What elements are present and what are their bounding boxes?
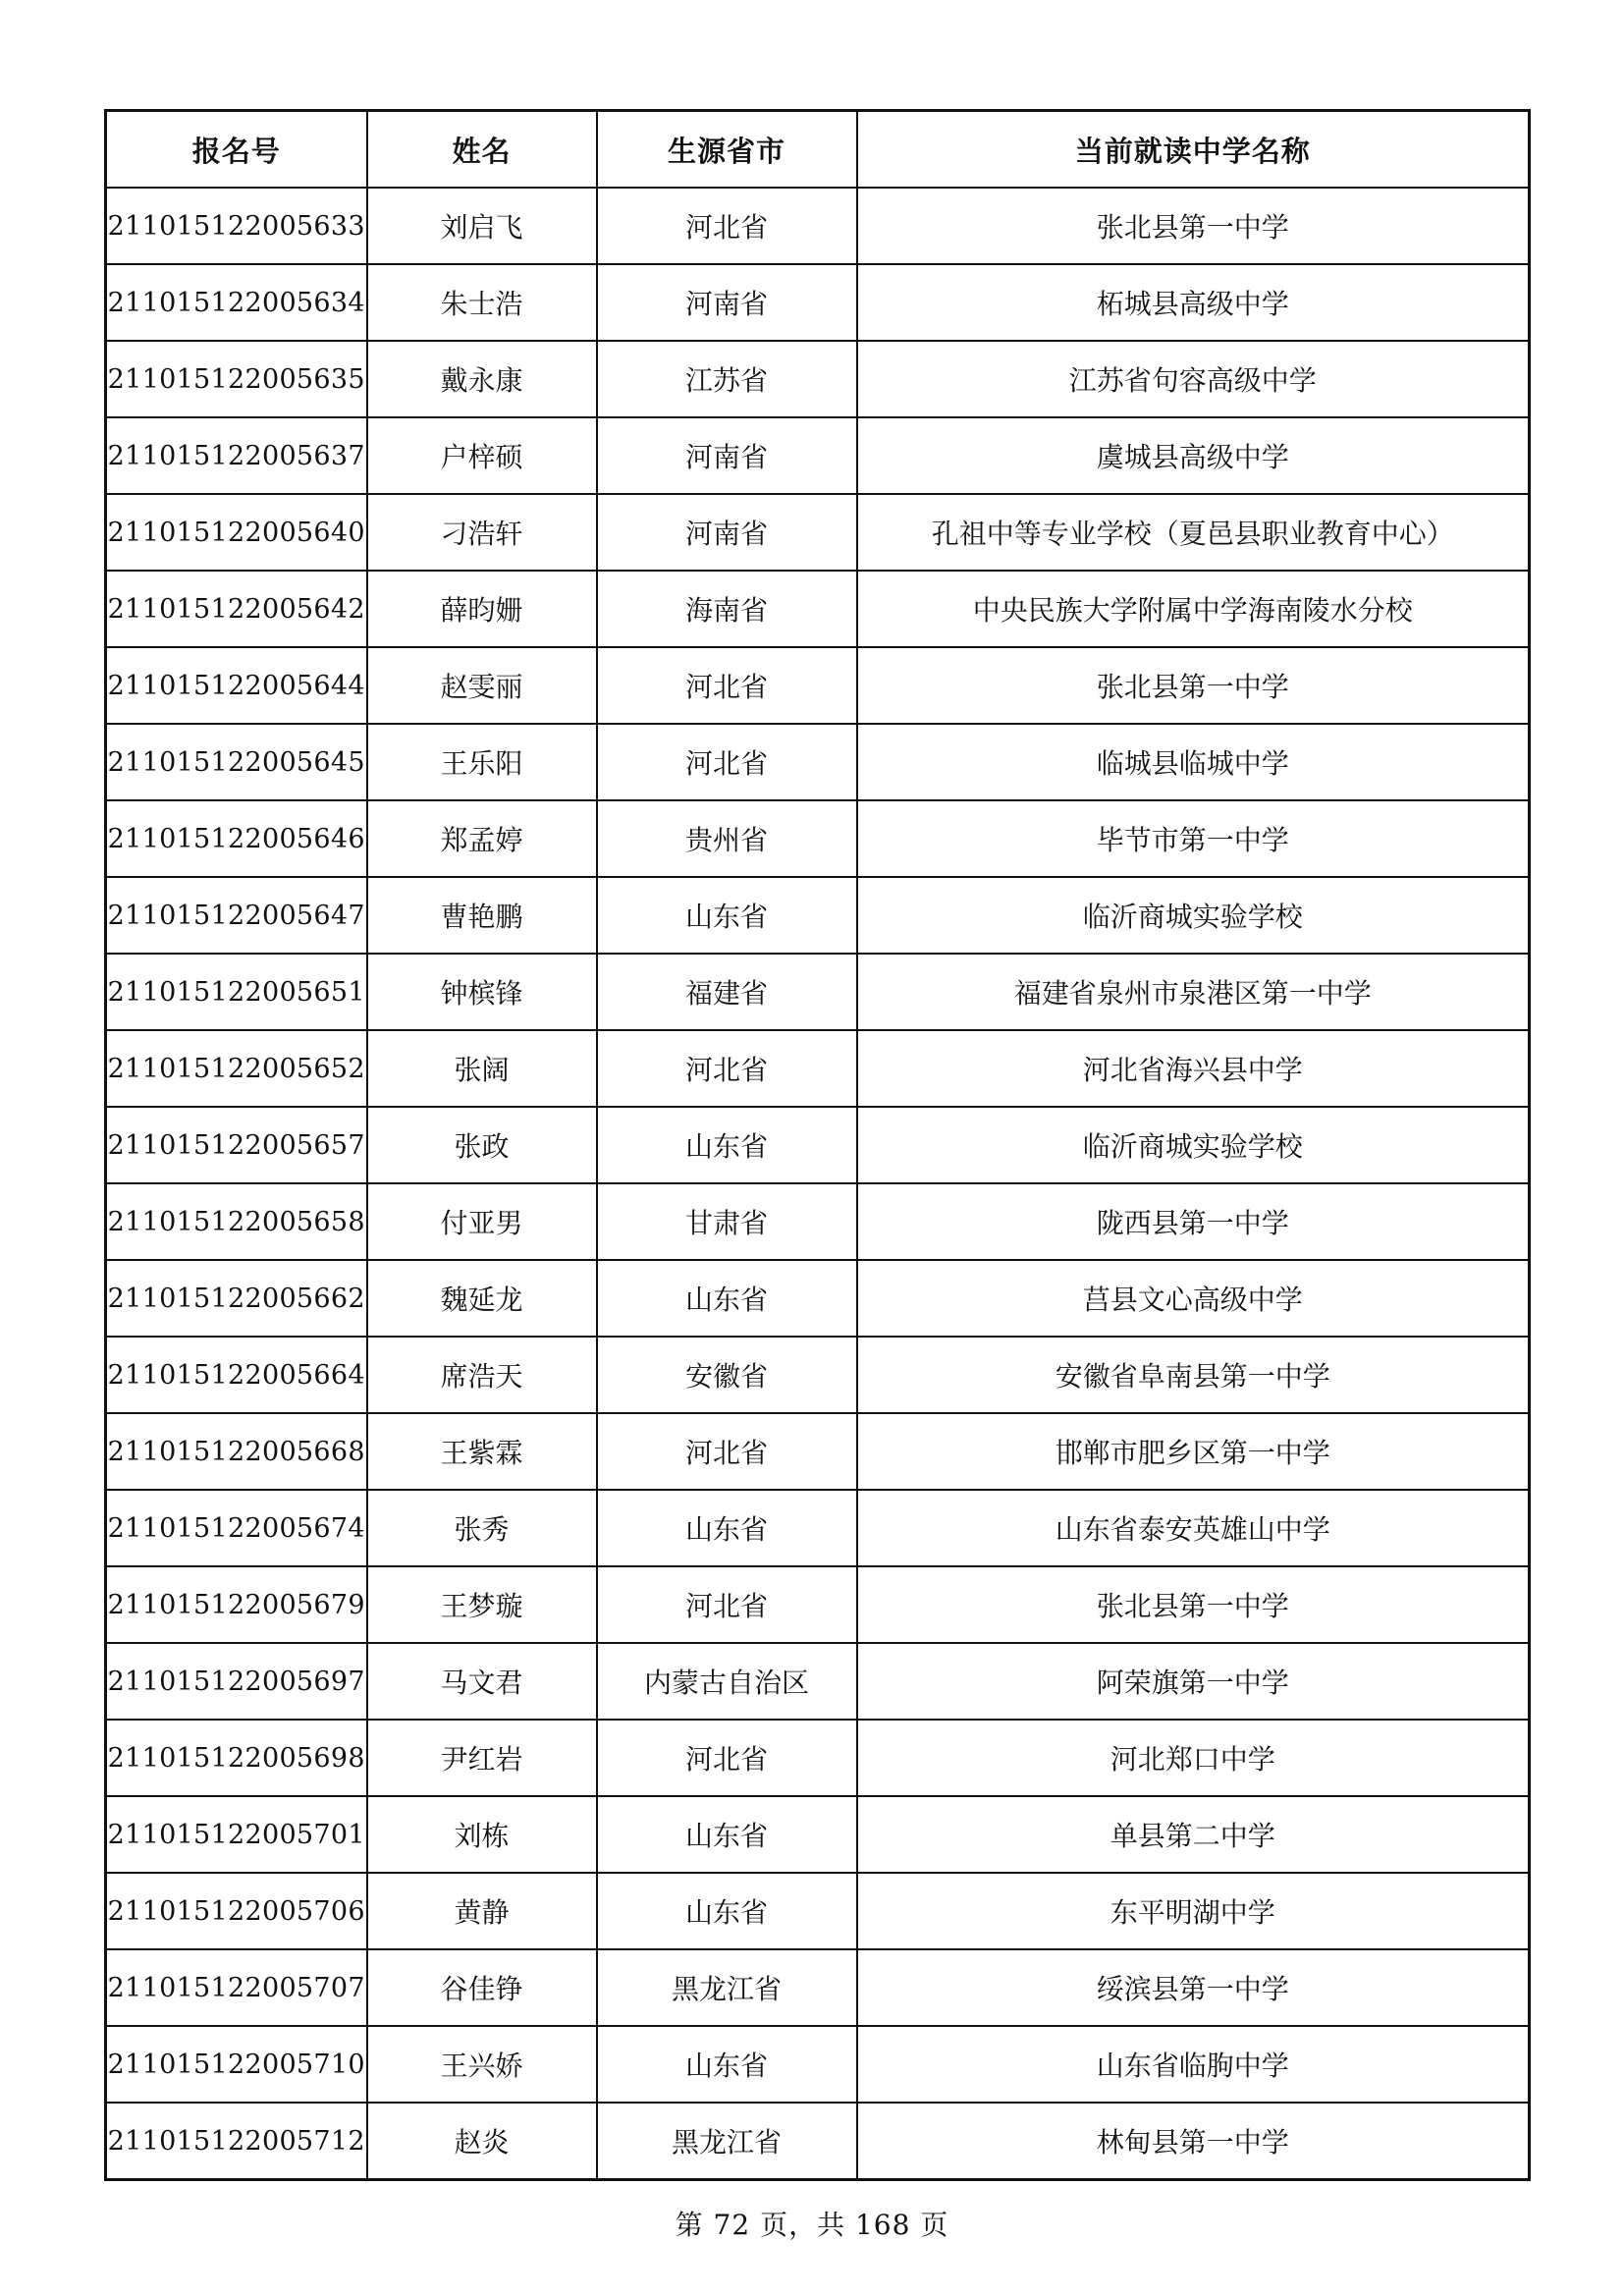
document-page xyxy=(104,109,1528,2181)
cell-province: 山东省 xyxy=(597,1873,857,1949)
cell-school-name: 张北县第一中学 xyxy=(857,188,1530,264)
cell-name: 黄静 xyxy=(367,1873,597,1949)
table-row xyxy=(106,724,1530,800)
cell-school-name: 河北郑口中学 xyxy=(857,1720,1530,1796)
cell-name: 钟槟锋 xyxy=(367,954,597,1030)
table-row xyxy=(106,1873,1530,1949)
cell-school-name: 柘城县高级中学 xyxy=(857,264,1530,341)
cell-school-name: 临城县临城中学 xyxy=(857,724,1530,800)
cell-name: 赵雯丽 xyxy=(367,647,597,724)
page-number-footer: 第 72 页，共 168 页 xyxy=(675,2209,949,2241)
cell-name: 户梓硕 xyxy=(367,417,597,494)
cell-registration-number: 211015122005637 xyxy=(106,417,367,494)
cell-province: 山东省 xyxy=(597,1107,857,1183)
cell-school-name: 安徽省阜南县第一中学 xyxy=(857,1337,1530,1413)
cell-registration-number: 211015122005662 xyxy=(106,1260,367,1337)
cell-school-name: 福建省泉州市泉港区第一中学 xyxy=(857,954,1530,1030)
cell-name: 魏延龙 xyxy=(367,1260,597,1337)
cell-school-name: 林甸县第一中学 xyxy=(857,2103,1530,2180)
table-row xyxy=(106,954,1530,1030)
table-row xyxy=(106,1949,1530,2026)
cell-registration-number: 211015122005658 xyxy=(106,1183,367,1260)
cell-province: 山东省 xyxy=(597,1490,857,1566)
cell-province: 河南省 xyxy=(597,264,857,341)
admission-list-table xyxy=(104,109,1531,2181)
table-row xyxy=(106,1796,1530,1873)
cell-name: 尹红岩 xyxy=(367,1720,597,1796)
cell-province: 河北省 xyxy=(597,1566,857,1643)
table-row xyxy=(106,188,1530,264)
cell-school-name: 莒县文心高级中学 xyxy=(857,1260,1530,1337)
cell-school-name: 虞城县高级中学 xyxy=(857,417,1530,494)
cell-registration-number: 211015122005664 xyxy=(106,1337,367,1413)
cell-registration-number: 211015122005645 xyxy=(106,724,367,800)
cell-name: 王乐阳 xyxy=(367,724,597,800)
cell-school-name: 山东省泰安英雄山中学 xyxy=(857,1490,1530,1566)
header-school-name: 当前就读中学名称 xyxy=(857,111,1530,189)
cell-school-name: 绥滨县第一中学 xyxy=(857,1949,1530,2026)
cell-school-name: 孔祖中等专业学校（夏邑县职业教育中心） xyxy=(857,494,1530,571)
cell-school-name: 临沂商城实验学校 xyxy=(857,877,1530,954)
cell-province: 江苏省 xyxy=(597,341,857,417)
table-row xyxy=(106,1337,1530,1413)
header-name: 姓名 xyxy=(367,111,597,189)
cell-registration-number: 211015122005674 xyxy=(106,1490,367,1566)
cell-name: 张秀 xyxy=(367,1490,597,1566)
cell-name: 王紫霖 xyxy=(367,1413,597,1490)
table-row xyxy=(106,2103,1530,2180)
cell-registration-number: 211015122005679 xyxy=(106,1566,367,1643)
cell-registration-number: 211015122005706 xyxy=(106,1873,367,1949)
cell-name: 薛昀姗 xyxy=(367,571,597,647)
cell-school-name: 单县第二中学 xyxy=(857,1796,1530,1873)
header-registration-number: 报名号 xyxy=(106,111,367,189)
cell-name: 张阔 xyxy=(367,1030,597,1107)
table-row xyxy=(106,1260,1530,1337)
cell-province: 安徽省 xyxy=(597,1337,857,1413)
cell-registration-number: 211015122005640 xyxy=(106,494,367,571)
cell-registration-number: 211015122005635 xyxy=(106,341,367,417)
cell-province: 河北省 xyxy=(597,724,857,800)
cell-registration-number: 211015122005652 xyxy=(106,1030,367,1107)
cell-registration-number: 211015122005646 xyxy=(106,800,367,877)
cell-province: 黑龙江省 xyxy=(597,1949,857,2026)
cell-name: 戴永康 xyxy=(367,341,597,417)
cell-registration-number: 211015122005651 xyxy=(106,954,367,1030)
table-row xyxy=(106,647,1530,724)
table-row xyxy=(106,1643,1530,1720)
cell-province: 黑龙江省 xyxy=(597,2103,857,2180)
cell-province: 山东省 xyxy=(597,1796,857,1873)
table-row xyxy=(106,1107,1530,1183)
cell-registration-number: 211015122005710 xyxy=(106,2026,367,2103)
cell-registration-number: 211015122005647 xyxy=(106,877,367,954)
cell-name: 刁浩轩 xyxy=(367,494,597,571)
table-row xyxy=(106,417,1530,494)
cell-school-name: 邯郸市肥乡区第一中学 xyxy=(857,1413,1530,1490)
cell-province: 河北省 xyxy=(597,1413,857,1490)
cell-province: 河南省 xyxy=(597,417,857,494)
cell-registration-number: 211015122005701 xyxy=(106,1796,367,1873)
table-row xyxy=(106,1183,1530,1260)
cell-name: 席浩天 xyxy=(367,1337,597,1413)
cell-province: 福建省 xyxy=(597,954,857,1030)
table-row xyxy=(106,1413,1530,1490)
cell-registration-number: 211015122005698 xyxy=(106,1720,367,1796)
cell-registration-number: 211015122005642 xyxy=(106,571,367,647)
cell-registration-number: 211015122005697 xyxy=(106,1643,367,1720)
cell-registration-number: 211015122005633 xyxy=(106,188,367,264)
cell-province: 海南省 xyxy=(597,571,857,647)
cell-province: 山东省 xyxy=(597,1260,857,1337)
cell-school-name: 东平明湖中学 xyxy=(857,1873,1530,1949)
table-row xyxy=(106,1720,1530,1796)
table-row xyxy=(106,571,1530,647)
cell-school-name: 阿荣旗第一中学 xyxy=(857,1643,1530,1720)
cell-name: 王兴娇 xyxy=(367,2026,597,2103)
cell-school-name: 临沂商城实验学校 xyxy=(857,1107,1530,1183)
cell-name: 曹艳鹏 xyxy=(367,877,597,954)
cell-province: 河北省 xyxy=(597,188,857,264)
cell-name: 张政 xyxy=(367,1107,597,1183)
cell-school-name: 张北县第一中学 xyxy=(857,647,1530,724)
cell-name: 付亚男 xyxy=(367,1183,597,1260)
cell-school-name: 毕节市第一中学 xyxy=(857,800,1530,877)
cell-province: 内蒙古自治区 xyxy=(597,1643,857,1720)
cell-registration-number: 211015122005634 xyxy=(106,264,367,341)
cell-school-name: 陇西县第一中学 xyxy=(857,1183,1530,1260)
cell-province: 山东省 xyxy=(597,2026,857,2103)
table-row xyxy=(106,494,1530,571)
cell-name: 刘启飞 xyxy=(367,188,597,264)
cell-province: 河北省 xyxy=(597,1720,857,1796)
cell-name: 刘栋 xyxy=(367,1796,597,1873)
cell-school-name: 山东省临朐中学 xyxy=(857,2026,1530,2103)
cell-province: 甘肃省 xyxy=(597,1183,857,1260)
cell-province: 河北省 xyxy=(597,1030,857,1107)
cell-province: 山东省 xyxy=(597,877,857,954)
cell-name: 马文君 xyxy=(367,1643,597,1720)
cell-registration-number: 211015122005707 xyxy=(106,1949,367,2026)
cell-registration-number: 211015122005668 xyxy=(106,1413,367,1490)
cell-name: 朱士浩 xyxy=(367,264,597,341)
cell-name: 王梦璇 xyxy=(367,1566,597,1643)
cell-name: 赵炎 xyxy=(367,2103,597,2180)
cell-name: 郑孟婷 xyxy=(367,800,597,877)
cell-registration-number: 211015122005712 xyxy=(106,2103,367,2180)
table-body xyxy=(106,188,1530,2180)
cell-school-name: 河北省海兴县中学 xyxy=(857,1030,1530,1107)
cell-school-name: 江苏省句容高级中学 xyxy=(857,341,1530,417)
cell-province: 河南省 xyxy=(597,494,857,571)
cell-school-name: 张北县第一中学 xyxy=(857,1566,1530,1643)
table-row xyxy=(106,877,1530,954)
cell-province: 河北省 xyxy=(597,647,857,724)
table-row xyxy=(106,1030,1530,1107)
table-header-row xyxy=(106,111,1530,189)
table-row xyxy=(106,1490,1530,1566)
table-row xyxy=(106,264,1530,341)
table-row xyxy=(106,800,1530,877)
table-row xyxy=(106,1566,1530,1643)
header-province: 生源省市 xyxy=(597,111,857,189)
table-row xyxy=(106,341,1530,417)
cell-name: 谷佳铮 xyxy=(367,1949,597,2026)
cell-province: 贵州省 xyxy=(597,800,857,877)
table-row xyxy=(106,2026,1530,2103)
cell-registration-number: 211015122005657 xyxy=(106,1107,367,1183)
cell-school-name: 中央民族大学附属中学海南陵水分校 xyxy=(857,571,1530,647)
cell-registration-number: 211015122005644 xyxy=(106,647,367,724)
